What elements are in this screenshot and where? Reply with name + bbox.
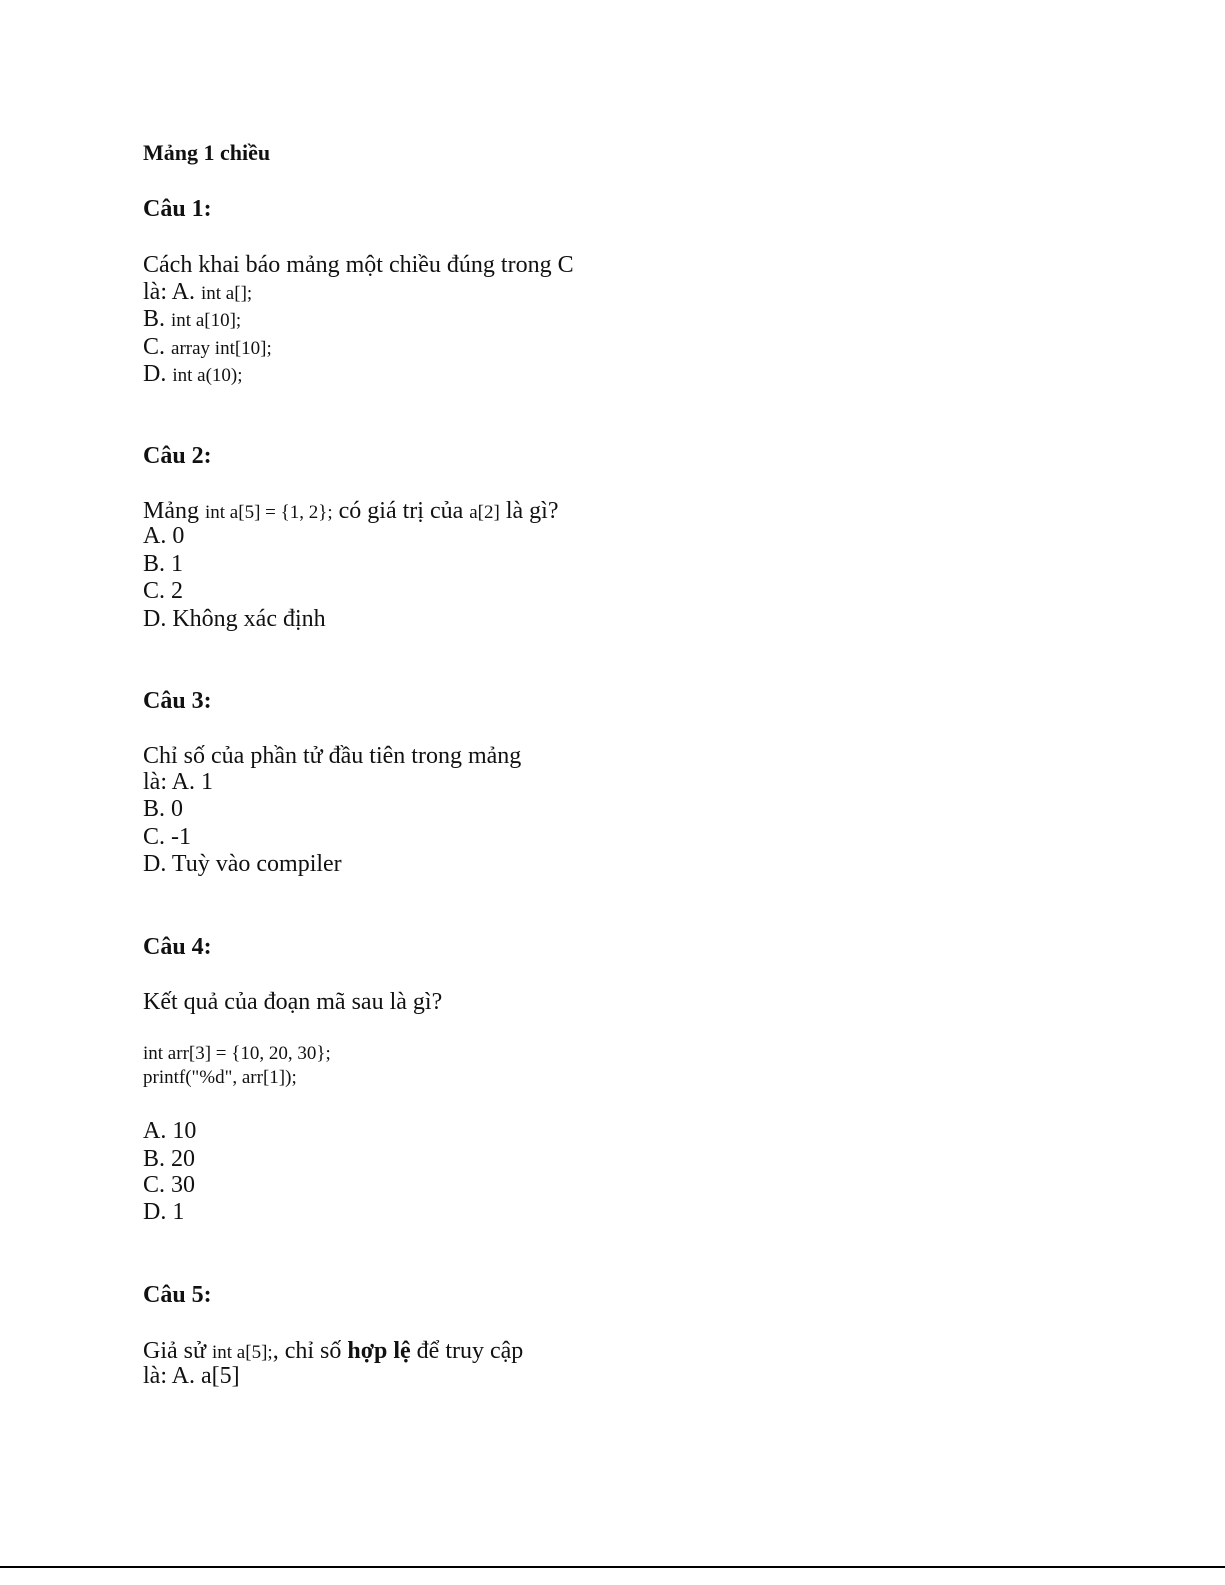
- question-5-label: Câu 5:: [143, 1282, 212, 1308]
- question-5-stem-prefix: Giả sử: [143, 1338, 206, 1364]
- question-1-option-b-code: int a[10];: [171, 310, 242, 331]
- question-3-option-a: là: A. 1: [143, 769, 213, 795]
- question-2-option-a: A. 0: [143, 523, 185, 549]
- question-1-option-a-code: int a[];: [201, 283, 253, 304]
- question-1-option-c-letter: C.: [143, 334, 166, 360]
- question-4-option-a: A. 10: [143, 1118, 197, 1144]
- question-4-code-line-1: int arr[3] = {10, 20, 30};: [143, 1043, 331, 1064]
- question-2-stem-code2: a[2]: [469, 502, 500, 523]
- question-3-option-b: B. 0: [143, 796, 184, 822]
- question-1-option-d: [143, 360, 243, 390]
- question-1-option-b: [143, 305, 241, 335]
- question-2-option-b: B. 1: [143, 551, 184, 577]
- question-1-stem: Cách khai báo mảng một chiều đúng trong C: [143, 252, 574, 278]
- question-3-option-d: D. Tuỳ vào compiler: [143, 851, 342, 877]
- question-3-stem: Chỉ số của phần tử đầu tiên trong mảng: [143, 743, 522, 769]
- question-2-stem-code: int a[5] = {1, 2};: [205, 502, 333, 523]
- question-4-option-b: B. 20: [143, 1146, 196, 1172]
- question-3-option-c: C. -1: [143, 824, 191, 850]
- question-1-option-c: [143, 333, 272, 363]
- question-5-option-a: là: A. a[5]: [143, 1363, 240, 1389]
- question-1-option-d-code: int a(10);: [172, 365, 243, 386]
- question-5-stem-code: int a[5];: [212, 1342, 273, 1363]
- question-1-option-d-letter: D.: [143, 361, 167, 387]
- question-1-option-b-letter: B.: [143, 306, 166, 332]
- document-title: Mảng 1 chiều: [143, 140, 271, 165]
- question-1-option-a-prefix: là: A.: [143, 279, 195, 305]
- question-3-label: Câu 3:: [143, 688, 212, 714]
- question-2-label: Câu 2:: [143, 443, 212, 469]
- question-2-stem-prefix: Mảng: [143, 498, 199, 524]
- question-2-option-d: D. Không xác định: [143, 606, 326, 632]
- question-5-stem-bold: hợp lệ: [347, 1338, 411, 1364]
- question-4-label: Câu 4:: [143, 934, 212, 960]
- question-1-option-a: [143, 278, 252, 308]
- question-5-stem-suffix: để truy cập: [416, 1338, 524, 1364]
- question-5-stem-middle: , chỉ số: [272, 1338, 342, 1364]
- question-4-stem: Kết quả của đoạn mã sau là gì?: [143, 989, 443, 1015]
- question-2-stem: [143, 497, 558, 527]
- question-1-option-c-code: array int[10];: [171, 338, 272, 359]
- page-bottom-border: [0, 1566, 1225, 1568]
- question-2-stem-suffix: là gì?: [505, 498, 559, 524]
- question-2-option-c: C. 2: [143, 578, 184, 604]
- question-1-label: Câu 1:: [143, 196, 212, 222]
- question-2-stem-middle: có giá trị của: [338, 498, 464, 524]
- question-4-option-d: D. 1: [143, 1199, 185, 1225]
- question-4-option-c: C. 30: [143, 1172, 196, 1198]
- question-4-code-line-2: printf("%d", arr[1]);: [143, 1067, 297, 1088]
